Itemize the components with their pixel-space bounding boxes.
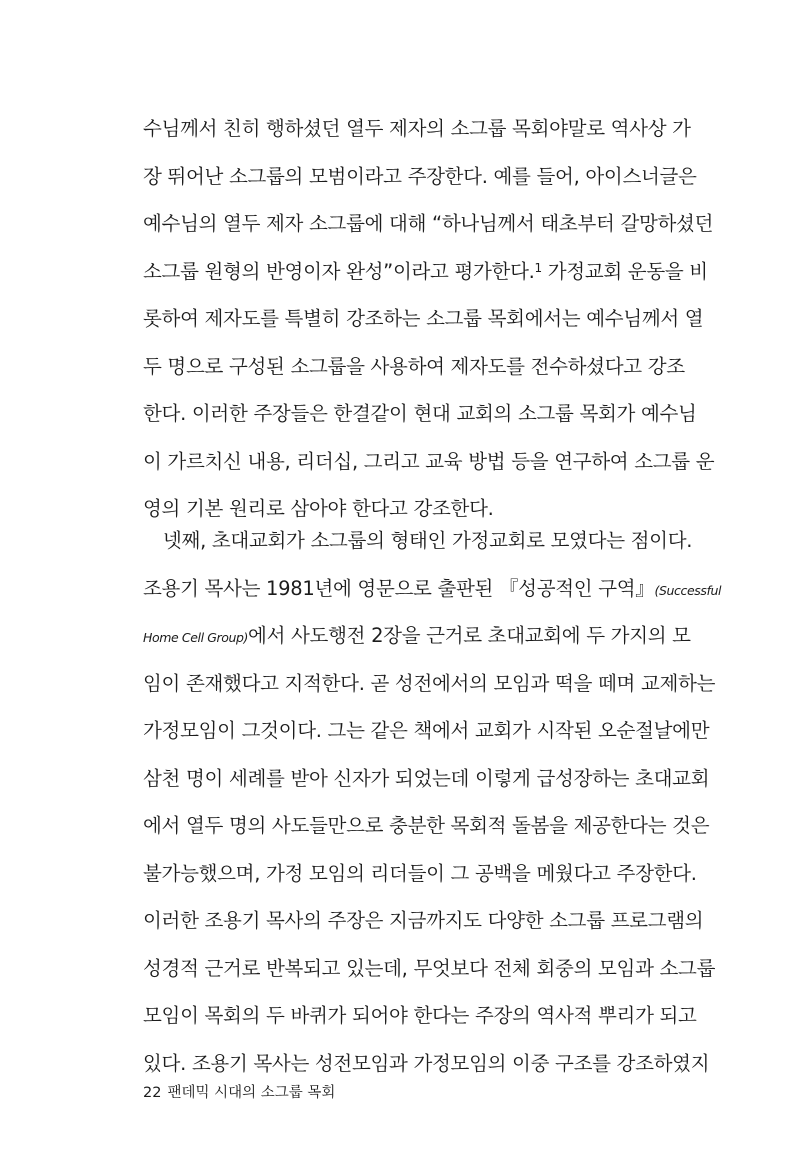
text-line: 이 가르치신 내용, 리더십, 그리고 교육 방법 등을 연구하여 소그룹 운 — [143, 449, 715, 473]
text-line: 가정모임이 그것이다. 그는 같은 책에서 교회가 시작된 오순절날에만 — [143, 719, 710, 742]
text-segment: 가정교회 운동을 비 — [541, 259, 708, 283]
english-title: Home Cell Group) — [143, 630, 249, 645]
text-line: 이러한 조용기 목사의 주장은 지금까지도 다양한 소그룹 프로그램의 — [143, 909, 704, 932]
english-title: (Successful — [654, 582, 722, 598]
text-line: 삼천 명이 세례를 받아 신자가 되었는데 이렇게 급성장하는 초대교회 — [143, 766, 710, 790]
text-segment: 소그룹 원형의 반영이자 완성”이라고 평가한다. — [143, 259, 535, 283]
text-line: 성경적 근거로 반복되고 있는데, 무엇보다 전체 회중의 모임과 소그룹 — [143, 956, 716, 980]
text-line: 두 명으로 구성된 소그룹을 사용하여 제자도를 전수하셨다고 강조 — [143, 354, 685, 378]
text-line — [143, 258, 708, 286]
text-line: 영의 기본 원리로 삼아야 한다고 강조한다. — [143, 497, 494, 520]
text-line — [143, 575, 722, 603]
text-segment: 에서 사도행전 2장을 근거로 초대교회에 두 가지의 모 — [248, 624, 691, 647]
text-line: 넷째, 초대교회가 소그룹의 형태인 가정교회로 모였다는 점이다. — [163, 529, 693, 552]
text-line: 한다. 이러한 주장들은 한결같이 현대 교회의 소그룹 목회가 예수님 — [143, 402, 697, 425]
text-line: 롯하여 제자도를 특별히 강조하는 소그룹 목회에서는 예수님께서 열 — [143, 307, 704, 330]
text-segment: 조용기 목사는 1981년에 영문으로 출판된 『성공적인 구역』 — [143, 576, 655, 600]
text-line: 수님께서 친히 행하셨던 열두 제자의 소그룹 목회야말로 역사상 가 — [143, 117, 691, 140]
running-title: 팬데믹 시대의 소그룹 목회 — [167, 1085, 336, 1101]
text-line: 예수님의 열두 제자 소그룹에 대해 “하나님께서 태초부터 갈망하셨던 — [143, 212, 714, 235]
footnote-marker: 1 — [534, 260, 542, 275]
text-line — [143, 622, 691, 650]
text-line: 임이 존재했다고 지적한다. 곧 성전에서의 모임과 떡을 떼며 교제하는 — [143, 671, 716, 695]
text-line: 불가능했으며, 가정 모임의 리더들이 그 공백을 메웠다고 주장한다. — [143, 861, 697, 885]
page-number: 22 — [143, 1085, 162, 1101]
text-line: 있다. 조용기 목사는 성전모임과 가정모임의 이중 구조를 강조하였지 — [143, 1051, 710, 1075]
page-footer — [143, 1083, 335, 1103]
text-line: 모임이 목회의 두 바퀴가 되어야 한다는 주장의 역사적 뿌리가 되고 — [143, 1004, 697, 1027]
text-line: 장 뛰어난 소그룹의 모범이라고 주장한다. 예를 들어, 아이스너글은 — [143, 164, 697, 188]
text-line: 에서 열두 명의 사도들만으로 충분한 목회적 돌봄을 제공한다는 것은 — [143, 814, 710, 837]
